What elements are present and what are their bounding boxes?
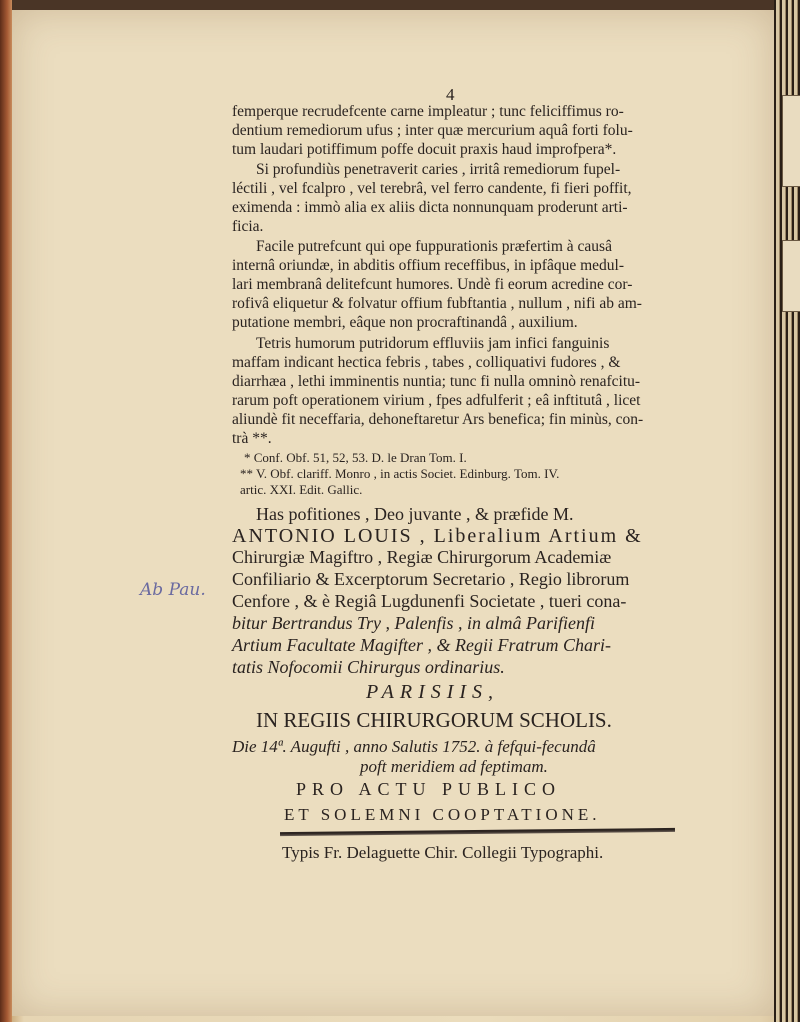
text-line: dentium remediorum ufus ; inter quæ mercurium aquâ forti folu- xyxy=(232,122,633,139)
statement-line: tatis Nofocomii Chirurgus ordinarius. xyxy=(232,657,505,677)
text-line: Facile putrefcunt qui ope fuppurationis præfertim à causâ xyxy=(256,238,612,255)
cooptation-line: ET SOLEMNI COOPTATIONE. xyxy=(284,805,601,824)
text-line: internâ oriundæ, in abditis offium receffibus, in ipfâque medul- xyxy=(232,257,625,274)
text-line: putatione membri, eâque non procraftinandâ , auxilium. xyxy=(232,314,578,331)
page-tab xyxy=(782,95,800,187)
text-line: diarrhæa , lethi imminentis nuntia; tunc fi nulla omninò renafcitu- xyxy=(232,373,641,390)
book-page-edges xyxy=(774,0,800,1022)
footnote: artic. XXI. Edit. Gallic. xyxy=(240,482,363,497)
venue-line: IN REGIIS CHIRURGORUM SCHOLIS. xyxy=(256,708,612,732)
book-binding-left xyxy=(0,0,12,1022)
text-line: rarum poft operationem virium , fpes adfulferit ; eâ inftitutâ , licet xyxy=(232,392,641,409)
text-line: léctili , vel fcalpro , vel terebrâ, vel ferro candente, fi fieri poffit, xyxy=(232,180,632,197)
page-number: 4 xyxy=(446,85,455,104)
text-line: Si profundiùs penetraverit caries , irritâ remediorum fupel- xyxy=(256,161,621,178)
footnote: ** V. Obf. clariff. Monro , in actis Societ. Edinburg. Tom. IV. xyxy=(240,466,560,481)
text-line: trà **. xyxy=(232,430,272,447)
handwritten-margin-note: Ab Pau. xyxy=(140,580,206,600)
page-tab xyxy=(782,240,800,312)
text-line: maffam indicant hectica febris , tabes , colliquativi fudores , & xyxy=(232,354,621,371)
statement-line: Artium Facultate Magifter , & Regii Fratrum Chari- xyxy=(232,635,611,655)
text-line: femperque recrudefcente carne impleatur ; tunc feliciffimus ro- xyxy=(232,103,624,120)
statement-line: Chirurgiæ Magiftro , Regiæ Chirurgorum Academiæ xyxy=(232,547,612,567)
act-line: PRO ACTU PUBLICO xyxy=(296,779,562,799)
text-line: lari membranâ delitefcunt humores. Undè fi eorum acredine cor- xyxy=(232,276,633,293)
text-line: rofivâ eliquetur & folvatur offium fubftantia , nullum , nifi ab am- xyxy=(232,295,642,312)
date-line: poft meridiem ad feptimam. xyxy=(360,757,548,776)
text-line: aliundè fit neceffaria, dehoneftaretur Ars benefica; fin minùs, con- xyxy=(232,411,644,428)
place-name: PARISIIS, xyxy=(366,681,500,703)
printer-imprint: Typis Fr. Delaguette Chir. Collegii Typographi. xyxy=(282,843,604,862)
book-top-edge xyxy=(0,0,800,10)
statement-line: ANTONIO LOUIS , Liberalium Artium & xyxy=(232,525,643,547)
text-line: Tetris humorum putridorum effluviis jam infici fanguinis xyxy=(256,335,610,352)
statement-line: Confiliario & Excerptorum Secretario , Regio librorum xyxy=(232,569,630,589)
text-line: tum laudari potiffimum poffe docuit praxis haud improfpera*. xyxy=(232,141,617,158)
date-line: Die 14ª. Augufti , anno Salutis 1752. à fefqui-fecundâ xyxy=(232,737,596,756)
statement-line: Cenfore , & è Regiâ Lugdunenfi Societate , tueri cona- xyxy=(232,591,627,611)
statement-line: bitur Bertrandus Try , Palenfis , in almâ Parifienfi xyxy=(232,613,596,633)
footnote: * Conf. Obf. 51, 52, 53. D. le Dran Tom. I. xyxy=(244,450,467,465)
text-line: eximenda : immò alia ex aliis dicta nonnunquam proderunt arti- xyxy=(232,199,628,216)
statement-line: Has pofitiones , Deo juvante , & præfide M. xyxy=(256,504,574,524)
text-line: ficia. xyxy=(232,218,264,235)
